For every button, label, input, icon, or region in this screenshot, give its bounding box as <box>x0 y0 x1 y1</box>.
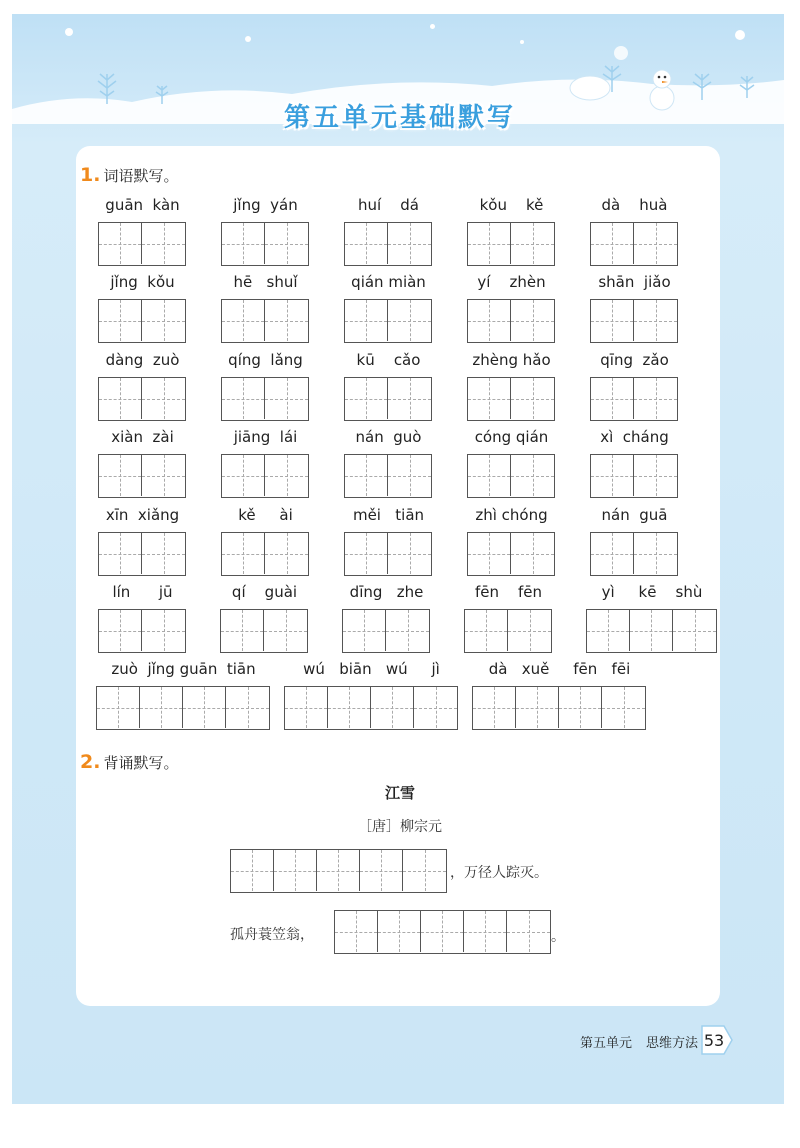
snowflake-dot <box>430 24 435 29</box>
writing-boxes[interactable] <box>98 454 186 498</box>
writing-cell[interactable] <box>634 300 677 341</box>
writing-cell[interactable] <box>386 610 429 651</box>
writing-boxes[interactable] <box>464 609 552 653</box>
writing-boxes[interactable] <box>344 377 432 421</box>
writing-cell[interactable] <box>591 455 634 496</box>
writing-boxes[interactable] <box>590 532 678 576</box>
writing-cell[interactable] <box>388 533 431 574</box>
section-1-heading <box>80 164 178 186</box>
pinyin-label: kě ài <box>238 506 293 524</box>
writing-cell[interactable] <box>371 687 414 728</box>
writing-cell[interactable] <box>265 455 308 496</box>
writing-boxes[interactable] <box>221 454 309 498</box>
writing-cell[interactable] <box>403 850 446 891</box>
writing-cell[interactable] <box>468 378 511 419</box>
writing-cell[interactable] <box>468 300 511 341</box>
writing-cell[interactable] <box>142 533 185 574</box>
writing-boxes[interactable] <box>344 532 432 576</box>
writing-cell[interactable] <box>511 300 554 341</box>
writing-cell[interactable] <box>343 610 386 651</box>
page-number-badge <box>698 1023 734 1057</box>
writing-cell[interactable] <box>388 455 431 496</box>
pinyin-label: shān jiǎo <box>598 273 671 291</box>
pinyin-label: cóng qián <box>474 428 549 446</box>
pinyin-label: qíng lǎng <box>228 351 303 369</box>
snowflake-dot <box>65 28 73 36</box>
writing-boxes[interactable] <box>221 222 309 266</box>
snowflake-dot <box>614 46 628 60</box>
writing-boxes[interactable] <box>467 299 555 343</box>
writing-cell[interactable] <box>468 455 511 496</box>
writing-cell[interactable] <box>516 687 559 728</box>
writing-cell[interactable] <box>559 687 602 728</box>
writing-boxes[interactable] <box>344 299 432 343</box>
pinyin-label: qīng zǎo <box>600 351 669 369</box>
pinyin-label: zhì chóng <box>475 506 548 524</box>
writing-boxes[interactable] <box>467 222 555 266</box>
pinyin-label: dà huà <box>601 196 668 214</box>
writing-cell[interactable] <box>468 223 511 264</box>
writing-cell[interactable] <box>634 455 677 496</box>
writing-boxes[interactable] <box>284 686 458 730</box>
pinyin-label: kū cǎo <box>356 351 421 369</box>
writing-cell[interactable] <box>634 378 677 419</box>
writing-cell[interactable] <box>602 687 645 728</box>
writing-cell[interactable] <box>265 378 308 419</box>
writing-boxes[interactable] <box>221 299 309 343</box>
snowflake-dot <box>520 40 524 44</box>
poem-line2-boxes[interactable] <box>334 910 551 954</box>
writing-cell[interactable] <box>511 378 554 419</box>
writing-cell[interactable] <box>465 610 508 651</box>
writing-boxes[interactable] <box>98 377 186 421</box>
writing-cell[interactable] <box>328 687 371 728</box>
writing-cell[interactable] <box>99 300 142 341</box>
writing-boxes[interactable] <box>98 609 186 653</box>
writing-boxes[interactable] <box>342 609 430 653</box>
writing-cell[interactable] <box>142 610 185 651</box>
pinyin-label: hē shuǐ <box>233 273 298 291</box>
footer-method: 思维方法 <box>646 1036 699 1051</box>
pinyin-label: jǐng kǒu <box>110 273 175 291</box>
section-label: 背诵默写。 <box>103 754 179 772</box>
writing-boxes[interactable] <box>467 532 555 576</box>
pinyin-label: wú biān wú jì <box>303 660 440 678</box>
poem-line2-end: 。 <box>551 929 565 945</box>
writing-cell[interactable] <box>591 300 634 341</box>
writing-cell[interactable] <box>99 378 142 419</box>
writing-cell[interactable] <box>265 533 308 574</box>
writing-cell[interactable] <box>264 610 307 651</box>
pinyin-label: nán guò <box>355 428 422 446</box>
writing-cell[interactable] <box>222 300 265 341</box>
writing-cell[interactable] <box>221 610 264 651</box>
snowflake-dot <box>735 30 745 40</box>
pinyin-label: zhèng hǎo <box>472 351 551 369</box>
writing-cell[interactable] <box>591 378 634 419</box>
writing-boxes[interactable] <box>98 222 186 266</box>
writing-boxes[interactable] <box>467 454 555 498</box>
page-number: 53 <box>703 1031 725 1050</box>
writing-cell[interactable] <box>591 533 634 574</box>
writing-boxes[interactable] <box>472 686 646 730</box>
writing-cell[interactable] <box>511 455 554 496</box>
writing-cell[interactable] <box>222 378 265 419</box>
writing-cell[interactable] <box>99 223 142 264</box>
writing-cell[interactable] <box>464 911 507 952</box>
writing-boxes[interactable] <box>467 377 555 421</box>
writing-cell[interactable] <box>414 687 457 728</box>
pinyin-label: dàng zuò <box>105 351 180 369</box>
writing-cell[interactable] <box>142 300 185 341</box>
writing-cell[interactable] <box>285 687 328 728</box>
writing-boxes[interactable] <box>590 454 678 498</box>
writing-boxes[interactable] <box>221 532 309 576</box>
writing-cell[interactable] <box>634 223 677 264</box>
writing-cell[interactable] <box>673 610 716 651</box>
pinyin-label: xì cháng <box>600 428 669 446</box>
poem-line2-text: 孤舟蓑笠翁， <box>230 927 314 943</box>
pinyin-label: qián miàn <box>351 273 426 291</box>
writing-cell[interactable] <box>142 455 185 496</box>
writing-cell[interactable] <box>511 223 554 264</box>
writing-cell[interactable] <box>231 850 274 891</box>
writing-cell[interactable] <box>388 300 431 341</box>
pinyin-label: dà xuě fēn fēi <box>488 660 631 678</box>
writing-cell[interactable] <box>265 223 308 264</box>
pinyin-label: jiāng lái <box>233 428 298 446</box>
section-2-heading <box>80 751 178 773</box>
pinyin-label: fēn fēn <box>474 583 543 601</box>
writing-cell[interactable] <box>345 455 388 496</box>
poem-line1-boxes[interactable] <box>230 849 447 893</box>
writing-cell[interactable] <box>99 610 142 651</box>
writing-cell[interactable] <box>630 610 673 651</box>
pinyin-label: lín jū <box>112 583 173 601</box>
pinyin-label: yì kē shù <box>601 583 703 601</box>
writing-cell[interactable] <box>99 455 142 496</box>
writing-cell[interactable] <box>388 378 431 419</box>
writing-boxes[interactable] <box>98 299 186 343</box>
writing-cell[interactable] <box>468 533 511 574</box>
writing-cell[interactable] <box>142 223 185 264</box>
section-number: 2. <box>80 751 101 773</box>
writing-cell[interactable] <box>508 610 551 651</box>
writing-boxes[interactable] <box>590 222 678 266</box>
pinyin-label: xiàn zài <box>111 428 174 446</box>
writing-boxes[interactable] <box>590 299 678 343</box>
writing-cell[interactable] <box>222 455 265 496</box>
writing-cell[interactable] <box>345 223 388 264</box>
writing-cell[interactable] <box>360 850 403 891</box>
writing-boxes[interactable] <box>344 222 432 266</box>
pinyin-label: zuò jǐng guān tiān <box>111 660 256 678</box>
writing-boxes[interactable] <box>98 532 186 576</box>
writing-cell[interactable] <box>265 300 308 341</box>
pinyin-label: guān kàn <box>105 196 180 214</box>
writing-cell[interactable] <box>335 911 378 952</box>
pinyin-label: huí dá <box>358 196 419 214</box>
writing-boxes[interactable] <box>96 686 270 730</box>
snowflake-dot <box>245 36 251 42</box>
pinyin-label: qí guài <box>231 583 298 601</box>
writing-cell[interactable] <box>226 687 269 728</box>
writing-cell[interactable] <box>378 911 421 952</box>
poem-author: ［唐］柳宗元 <box>358 819 442 835</box>
writing-cell[interactable] <box>222 533 265 574</box>
page-title: 第五单元基础默写 <box>283 103 516 133</box>
writing-boxes[interactable] <box>586 609 717 653</box>
writing-cell[interactable] <box>142 378 185 419</box>
poem-line1-text: ，万径人踪灭。 <box>450 865 548 881</box>
writing-boxes[interactable] <box>220 609 308 653</box>
writing-cell[interactable] <box>388 223 431 264</box>
section-number: 1. <box>80 164 101 186</box>
pinyin-label: xīn xiǎng <box>105 506 180 524</box>
pinyin-label: jǐng yán <box>233 196 298 214</box>
writing-cell[interactable] <box>274 850 317 891</box>
pinyin-label: měi tiān <box>352 506 425 524</box>
writing-cell[interactable] <box>183 687 226 728</box>
footer-unit: 第五单元 <box>580 1036 633 1051</box>
writing-cell[interactable] <box>507 911 550 952</box>
section-label: 词语默写。 <box>103 167 179 185</box>
writing-cell[interactable] <box>587 610 630 651</box>
writing-boxes[interactable] <box>221 377 309 421</box>
writing-cell[interactable] <box>317 850 360 891</box>
writing-cell[interactable] <box>421 911 464 952</box>
writing-cell[interactable] <box>345 533 388 574</box>
writing-cell[interactable] <box>345 378 388 419</box>
writing-cell[interactable] <box>222 223 265 264</box>
writing-cell[interactable] <box>345 300 388 341</box>
writing-cell[interactable] <box>99 533 142 574</box>
pinyin-label: kǒu kě <box>479 196 544 214</box>
writing-cell[interactable] <box>591 223 634 264</box>
writing-boxes[interactable] <box>590 377 678 421</box>
writing-cell[interactable] <box>140 687 183 728</box>
poem-title: 江雪 <box>384 784 415 802</box>
writing-cell[interactable] <box>634 533 677 574</box>
writing-boxes[interactable] <box>344 454 432 498</box>
writing-cell[interactable] <box>511 533 554 574</box>
pinyin-label: nán guā <box>601 506 668 524</box>
writing-cell[interactable] <box>473 687 516 728</box>
pinyin-label: yí zhèn <box>477 273 546 291</box>
writing-cell[interactable] <box>97 687 140 728</box>
pinyin-label: dīng zhe <box>349 583 424 601</box>
